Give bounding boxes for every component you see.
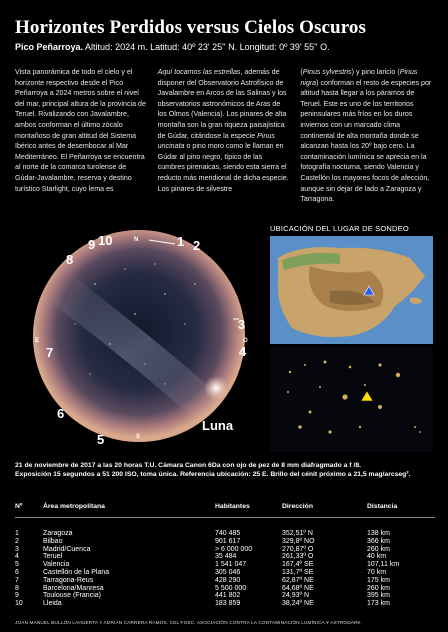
cell-number: 7 <box>15 576 19 584</box>
sky-marker-7: 7 <box>46 345 54 360</box>
cell-population: 5 500 000 <box>215 584 247 592</box>
fisheye-sky-image <box>15 224 263 452</box>
metropolitan-areas-table <box>15 503 435 608</box>
species-name: Pinus uncinata <box>157 131 275 151</box>
cell-area: Barcelona/Manresa <box>43 584 104 592</box>
cell-area: Castellón de la Plana <box>43 568 110 576</box>
south-label: S <box>136 434 141 440</box>
species-name: Pinus sylvestris <box>302 68 352 76</box>
cell-number: 6 <box>15 568 19 576</box>
cell-area: Bilbao <box>43 537 63 545</box>
cell-direction: 24,93º N <box>282 592 310 600</box>
north-label: N <box>134 237 139 243</box>
cell-direction: 167,4º SE <box>282 561 314 569</box>
relief-map <box>270 236 433 344</box>
species-name: Pinus nigra <box>300 68 418 87</box>
cell-distance: 395 km <box>367 592 390 600</box>
sky-marker-6: 6 <box>57 406 65 421</box>
cell-number: 1 <box>15 530 19 537</box>
cell-distance: 70 km <box>367 568 387 576</box>
page-title: Horizontes Perdidos versus Cielos Oscuros <box>15 17 367 38</box>
credits-footer: JOAN MANUEL BULLÓN LAHUERTA Y ADRIÁN CARRERA RAMOS. CEL FOSC, ASOCIACIÓN CONTRA LA CONTAMINACIÓN LUMÍNICA Y ASTRODARK <box>15 620 361 625</box>
cell-population: 740 485 <box>215 530 241 537</box>
iberian-night-map <box>270 347 433 452</box>
cell-population: 428 290 <box>215 576 241 584</box>
table-row <box>15 518 435 538</box>
sky-marker-8: 8 <box>66 252 74 267</box>
table-row <box>15 553 435 561</box>
cell-area: Valencia <box>43 561 70 569</box>
column-2-text-a: , además de disponer del Observatorio Astrofísico de Javalambre en Arcos de las Salinas y los observatorios astronómicos de Aras de los Olmos (Valencia). Los pinares de alta montaña son la gran riqueza paisajística de Gúdar, citándose la especie <box>157 68 287 140</box>
italic-phrase: Aquí tocamos las estrellas <box>157 68 241 76</box>
sky-marker-1: 1 <box>177 234 185 249</box>
subtitle <box>15 42 330 52</box>
cell-population: 305 046 <box>215 568 241 576</box>
table-row <box>15 600 435 608</box>
cell-distance: 366 km <box>367 537 390 545</box>
cell-number: 4 <box>15 553 19 561</box>
cell-area: Zaragoza <box>43 530 73 537</box>
cell-number: 2 <box>15 537 19 545</box>
table-row <box>15 561 435 569</box>
cell-population: 183 859 <box>215 600 241 608</box>
cell-area: Madrid/Cuenca <box>43 545 91 553</box>
text-column-3 <box>300 67 433 205</box>
cell-distance: 173 km <box>367 600 390 608</box>
table-row <box>15 569 435 577</box>
table-header-row <box>15 503 435 518</box>
cell-distance: 175 km <box>367 576 390 584</box>
cell-area: Teruel <box>43 553 63 561</box>
cell-area: Tarragona-Reus <box>43 576 94 584</box>
cell-direction: 329,8º NO <box>282 537 315 545</box>
moon-glow <box>204 376 228 400</box>
sky-marker-9: 9 <box>88 237 96 252</box>
cell-number: 3 <box>15 545 19 553</box>
sky-marker-2: 2 <box>193 238 201 253</box>
sky-marker-4: 4 <box>239 344 247 359</box>
cell-direction: 131,7º SE <box>282 568 314 576</box>
column-3-text-a: ( <box>300 68 303 76</box>
cell-distance: 260 km <box>367 545 390 553</box>
cell-population: 1 541 047 <box>215 561 247 569</box>
column-3-text-b: ) y pino laricio ( <box>351 68 400 76</box>
west-label: O <box>243 338 248 344</box>
sky-marker-5: 5 <box>97 432 105 447</box>
night-lights-map <box>270 347 433 452</box>
cell-population: 901 617 <box>215 537 241 545</box>
cell-direction: 352,51º N <box>282 530 313 537</box>
text-columns <box>15 67 433 205</box>
table-row <box>15 585 435 593</box>
cell-distance: 107,11 km <box>367 561 400 569</box>
cell-number: 9 <box>15 592 19 600</box>
all-sky-photo <box>15 224 263 452</box>
sky-marker-3: 3 <box>238 317 246 332</box>
iberian-relief-map <box>270 236 433 344</box>
column-header-population: Habitantes <box>215 503 282 518</box>
coordinates: Altitud: 2024 m. Latitud: 40º 23' 25'' N. Longitud: 0º 39' 55'' O. <box>83 42 330 52</box>
cell-distance: 40 km <box>367 553 387 561</box>
cell-distance: 260 km <box>367 584 390 592</box>
text-column-1: Vista panorámica de todo el cielo y el horizonte respectivo desde el Pico Peñarroya a 2024 metros sobre el nivel del mar, principal altura de la provincia de Teruel. Rivalizando con Javalambre, ambos conforman el último zócalo montañoso de gran altitud del Sistema Ibérico antes de desembocar al Mar Mediterráneo. El Peñarroya se encuentra al norte de la comarca turolense de Gúdar-Javalambre, reserva y destino turístico Starlight, cuyo lema es <box>15 68 146 193</box>
column-header-area: Área metropolitana <box>43 503 215 518</box>
column-3-text-c: ) conforman el resto de especies por altitud hasta llegar a los páramos de Teruel. Este es uno de los territorios peninsulares más fríos en los duros inviernos con un marcado clima continental de alta montaña donde se alcanzan hasta los 20º bajo cero. La contaminación lumínica se aprecia en la fotografía nocturna, siendo Valencia y Castellón los mayores focos de afección, aunque sin dejar de lado a Zaragoza y Tarragona. <box>300 78 432 204</box>
text-column-2 <box>158 67 291 205</box>
table-row <box>15 592 435 600</box>
cell-direction: 261,33º O <box>282 553 314 561</box>
cell-distance: 138 km <box>367 530 390 537</box>
cell-area: Lleida <box>43 600 62 608</box>
table-row <box>15 577 435 585</box>
cell-number: 5 <box>15 561 19 569</box>
caption-line-1: 21 de noviembre de 2017 a las 20 horas T.U. Cámara Canon 6Da con ojo de pez de 8 mm diafragmado a f /8. <box>15 462 362 469</box>
column-2-text-b: o pino moro como le llaman en Gúdar al pino negro, típico de las cumbres pirenaicas, siendo esta sierra el reducto más meridional de dicha especie. Los pinares de silvestre <box>157 142 289 193</box>
cell-population: 35 484 <box>215 553 237 561</box>
cell-direction: 62,87º NE <box>282 576 314 584</box>
moon-label: Luna <box>202 418 234 433</box>
column-header-direction: Dirección <box>282 503 367 518</box>
cell-number: 10 <box>15 600 23 608</box>
cell-area: Toulouse (Francia) <box>43 592 101 600</box>
cell-direction: 38,24º NE <box>282 600 314 608</box>
cell-population: 441 802 <box>215 592 241 600</box>
cell-direction: 64,68º NE <box>282 584 314 592</box>
cell-number: 8 <box>15 584 19 592</box>
cell-population: > 6 000 000 <box>215 545 253 553</box>
table-row <box>15 538 435 546</box>
maps-title: UBICACIÓN DEL LUGAR DE SONDEO <box>270 224 409 233</box>
east-label: E <box>35 338 40 344</box>
sky-marker-10: 10 <box>98 233 113 248</box>
place-name: Pico Peñarroya. <box>15 42 84 52</box>
table-row <box>15 546 435 554</box>
column-header-distance: Distancia <box>367 503 435 518</box>
column-header-number: Nº <box>15 503 43 518</box>
caption-line-2: Exposición 15 segundos a 51 200 ISO, toma única. Referencia ubicación: 25 E. Brillo del cénit próximo a 21,5 mag/arcseg². <box>15 471 411 478</box>
photo-caption <box>15 461 435 479</box>
cell-direction: 270,87º O <box>282 545 314 553</box>
